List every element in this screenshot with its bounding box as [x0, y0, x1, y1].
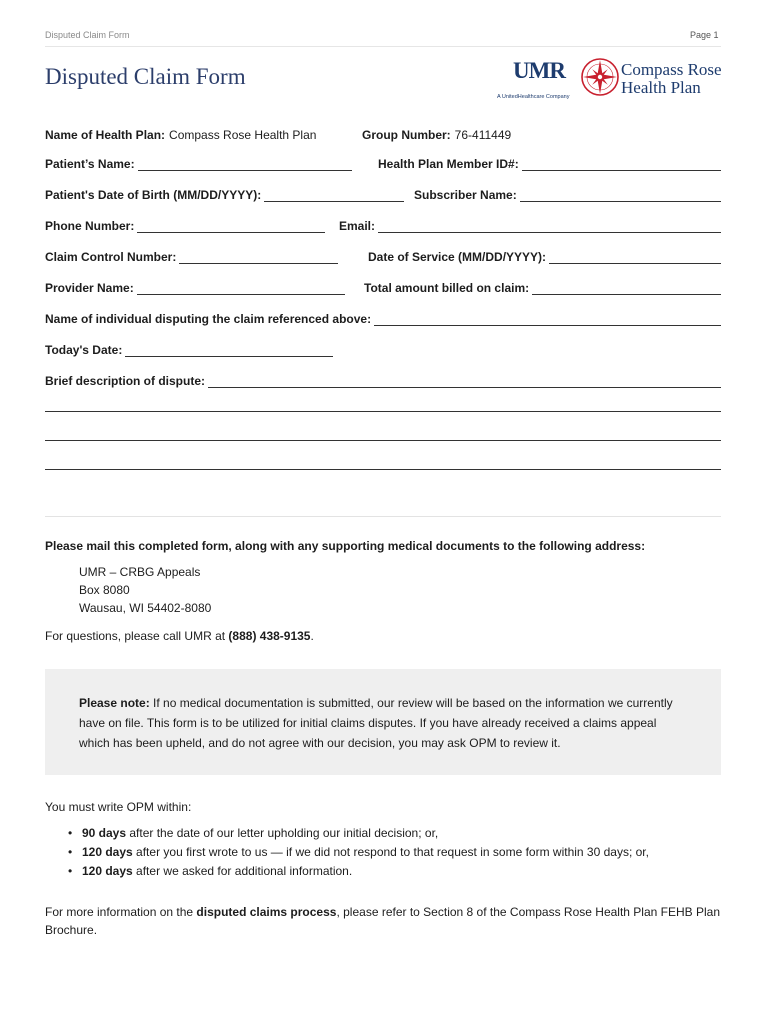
date-of-service-label: Date of Service (MM/DD/YYYY): — [368, 250, 547, 264]
health-plan-value: Compass Rose Health Plan — [169, 128, 317, 142]
more-info-paragraph — [45, 903, 721, 939]
compass-rose-logo-line1: Compass Rose — [621, 60, 722, 79]
bullet-icon: • — [68, 845, 73, 859]
list-item — [68, 845, 649, 859]
todays-date-field[interactable] — [45, 341, 333, 357]
date-of-service-field[interactable] — [368, 248, 721, 264]
phone-field[interactable] — [45, 217, 325, 233]
note-label: Please note: — [79, 696, 150, 710]
list-item — [68, 826, 438, 840]
total-billed-input-line[interactable] — [532, 284, 721, 295]
patient-name-input-line[interactable] — [138, 160, 352, 171]
patient-name-field[interactable] — [45, 155, 352, 171]
date-of-service-input-line[interactable] — [549, 253, 721, 264]
description-field[interactable] — [45, 372, 721, 388]
umr-phone-number: (888) 438-9135 — [228, 629, 311, 643]
questions-suffix: . — [310, 629, 314, 643]
header-form-name: Disputed Claim Form — [45, 30, 130, 40]
description-line-2[interactable] — [45, 411, 721, 412]
member-id-label: Health Plan Member ID#: — [378, 157, 519, 171]
deadline-bold: 120 days — [82, 864, 133, 878]
page-number: Page 1 — [690, 30, 719, 40]
address-line: UMR – CRBG Appeals — [79, 565, 201, 579]
opm-intro: You must write OPM within: — [45, 800, 192, 814]
phone-label: Phone Number: — [45, 219, 135, 233]
member-id-field[interactable] — [378, 155, 721, 171]
dob-label: Patient's Date of Birth (MM/DD/YYYY): — [45, 188, 262, 202]
provider-input-line[interactable] — [137, 284, 345, 295]
dob-input-line[interactable] — [264, 191, 404, 202]
deadline-bold: 90 days — [82, 826, 127, 840]
disputer-name-field[interactable] — [45, 310, 721, 326]
umr-logo-tagline: A UnitedHealthcare Company — [497, 94, 570, 100]
subscriber-field[interactable] — [414, 186, 721, 202]
more-info-prefix: For more information on the — [45, 905, 197, 919]
compass-rose-logo-line2: Health Plan — [621, 78, 701, 97]
bullet-icon: • — [68, 826, 73, 840]
subscriber-label: Subscriber Name: — [414, 188, 517, 202]
email-label: Email: — [339, 219, 376, 233]
todays-date-input-line[interactable] — [125, 346, 333, 357]
bullet-icon: • — [68, 864, 73, 878]
disputer-name-input-line[interactable] — [374, 315, 721, 326]
header-divider — [45, 46, 721, 47]
group-number-value: 76-411449 — [454, 128, 512, 142]
provider-field[interactable] — [45, 279, 345, 295]
compass-rose-icon — [580, 57, 620, 97]
section-divider — [45, 516, 721, 517]
group-number-label: Group Number: — [362, 128, 451, 142]
phone-input-line[interactable] — [137, 222, 325, 233]
more-info-suffix: , please refer to Section 8 of the Compass Rose Health Plan FEHB Plan Brochure. — [45, 905, 720, 937]
address-line: Box 8080 — [79, 583, 130, 597]
health-plan-label: Name of Health Plan: — [45, 128, 166, 142]
email-input-line[interactable] — [378, 222, 721, 233]
provider-label: Provider Name: — [45, 281, 134, 295]
subscriber-input-line[interactable] — [520, 191, 721, 202]
todays-date-label: Today's Date: — [45, 343, 123, 357]
address-line: Wausau, WI 54402-8080 — [79, 601, 212, 615]
deadline-text: after the date of our letter upholding our initial decision; or, — [126, 826, 439, 840]
health-plan-field — [45, 126, 316, 142]
description-label: Brief description of dispute: — [45, 374, 206, 388]
list-item — [68, 864, 352, 878]
deadline-bold: 120 days — [82, 845, 133, 859]
deadline-text: after you first wrote to us — if we did not respond to that request in some form within 30 days; or, — [132, 845, 649, 859]
page-title: Disputed Claim Form — [45, 64, 246, 89]
description-line-3[interactable] — [45, 440, 721, 441]
email-field[interactable] — [339, 217, 721, 233]
claim-control-field[interactable] — [45, 248, 338, 264]
disputed-claims-process-text: disputed claims process — [196, 905, 337, 919]
dob-field[interactable] — [45, 186, 404, 202]
patient-name-label: Patient’s Name: — [45, 157, 135, 171]
group-number-field — [362, 126, 511, 142]
note-paragraph — [79, 693, 689, 753]
questions-prefix: For questions, please call UMR at — [45, 629, 229, 643]
claim-control-label: Claim Control Number: — [45, 250, 177, 264]
disputer-name-label: Name of individual disputing the claim referenced above: — [45, 312, 372, 326]
description-line-4[interactable] — [45, 469, 721, 470]
total-billed-field[interactable] — [364, 279, 721, 295]
umr-logo: UMR — [513, 58, 565, 83]
member-id-input-line[interactable] — [522, 160, 721, 171]
deadline-text: after we asked for additional information. — [132, 864, 353, 878]
description-input-line[interactable] — [208, 377, 721, 388]
claim-control-input-line[interactable] — [179, 253, 338, 264]
mail-instructions-heading: Please mail this completed form, along with any supporting medical documents to the following address: — [45, 539, 646, 553]
note-text: If no medical documentation is submitted, our review will be based on the information we currently have on file. This form is to be utilized for initial claims disputes. If you have already received a claims appeal which has been upheld, and do not agree with our decision, you may ask OPM to review it. — [79, 696, 673, 750]
questions-line — [45, 629, 314, 643]
total-billed-label: Total amount billed on claim: — [364, 281, 530, 295]
